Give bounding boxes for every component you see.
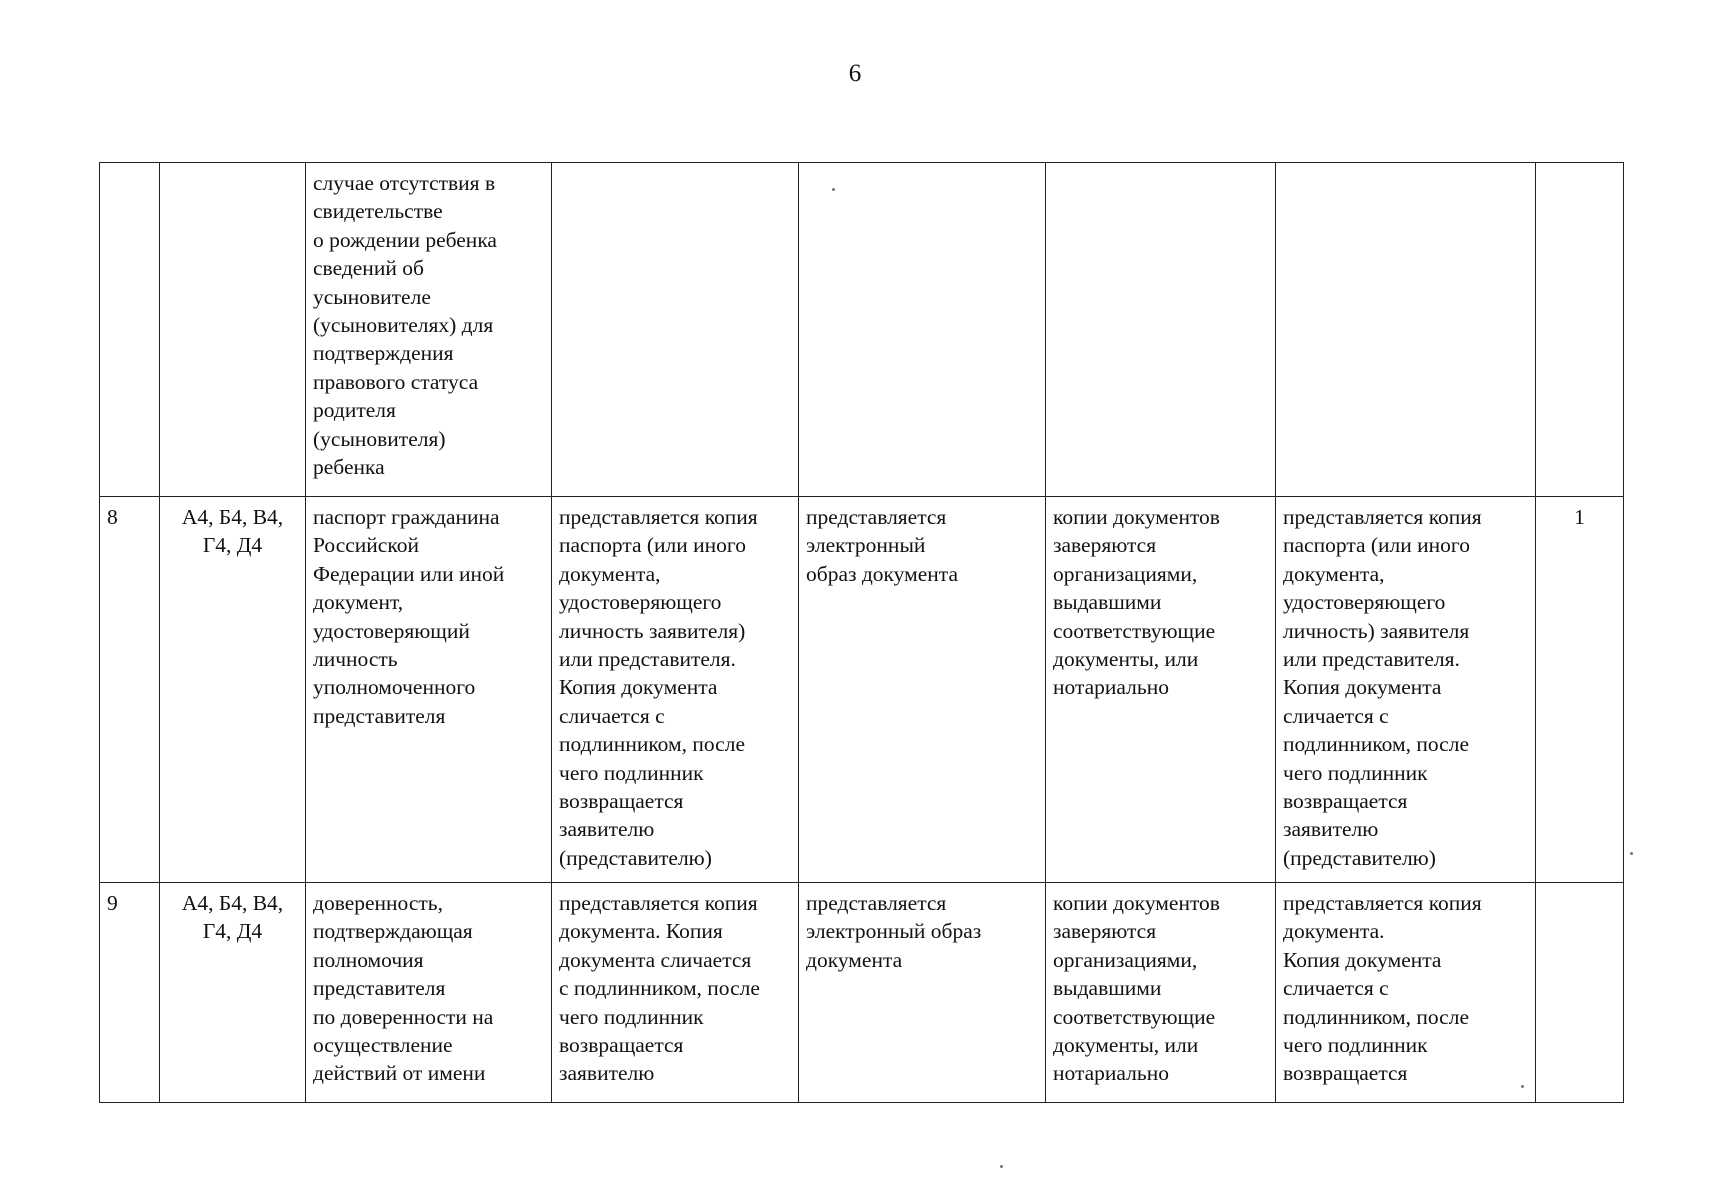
electronic-submission-cell: представляется электронный образ документа bbox=[799, 883, 1046, 1103]
paper-submission-cell: представляется копия документа. Копия документа сличается с подлинником, после чего подлинник возвращается заявителю bbox=[552, 883, 799, 1103]
row-number-cell bbox=[100, 163, 160, 497]
document-name-cell: доверенность, подтверждающая полномочия представителя по доверенности на осуществление действий от имени bbox=[306, 883, 552, 1103]
certification-cell: копии документов заверяются организациями, выдавшими соответствующие документы, или нотариально bbox=[1046, 883, 1276, 1103]
electronic-submission-cell bbox=[799, 163, 1046, 497]
table-row bbox=[100, 883, 1624, 1103]
table-row bbox=[100, 497, 1624, 883]
codes-cell: А4, Б4, В4, Г4, Д4 bbox=[160, 883, 306, 1103]
paper-submission-cell: представляется копия паспорта (или иного документа, удостоверяющего личность заявителя) или представителя. Копия документа сличается с подлинником, после чего подлинник возвращается заявителю (представителю) bbox=[552, 497, 799, 883]
scan-speck bbox=[1000, 1165, 1003, 1168]
certification-cell: копии документов заверяются организациями, выдавшими соответствующие документы, или нотариально bbox=[1046, 497, 1276, 883]
scan-speck bbox=[1521, 1085, 1524, 1088]
document-table bbox=[99, 162, 1624, 1103]
codes-cell bbox=[160, 163, 306, 497]
row-number-cell: 8 bbox=[100, 497, 160, 883]
row-number-cell: 9 bbox=[100, 883, 160, 1103]
scan-speck bbox=[1630, 852, 1633, 855]
page-number: 6 bbox=[848, 60, 862, 87]
on-site-handling-cell: представляется копия документа. Копия документа сличается с подлинником, после чего подлинник возвращается bbox=[1276, 883, 1536, 1103]
codes-cell: А4, Б4, В4, Г4, Д4 bbox=[160, 497, 306, 883]
table-row bbox=[100, 163, 1624, 497]
certification-cell bbox=[1046, 163, 1276, 497]
document-name-cell: случае отсутствия в свидетельстве о рождении ребенка сведений об усыновителе (усыновителях) для подтверждения правового статуса родителя (усыновителя) ребенка bbox=[306, 163, 552, 497]
count-cell bbox=[1536, 163, 1624, 497]
on-site-handling-cell: представляется копия паспорта (или иного документа, удостоверяющего личность) заявителя или представителя. Копия документа сличается с подлинником, после чего подлинник возвращается заявителю (представителю) bbox=[1276, 497, 1536, 883]
count-cell: 1 bbox=[1536, 497, 1624, 883]
count-cell bbox=[1536, 883, 1624, 1103]
electronic-submission-cell: представляется электронный образ документа bbox=[799, 497, 1046, 883]
on-site-handling-cell bbox=[1276, 163, 1536, 497]
document-name-cell: паспорт гражданина Российской Федерации или иной документ, удостоверяющий личность уполномоченного представителя bbox=[306, 497, 552, 883]
scan-speck bbox=[832, 188, 835, 191]
paper-submission-cell bbox=[552, 163, 799, 497]
